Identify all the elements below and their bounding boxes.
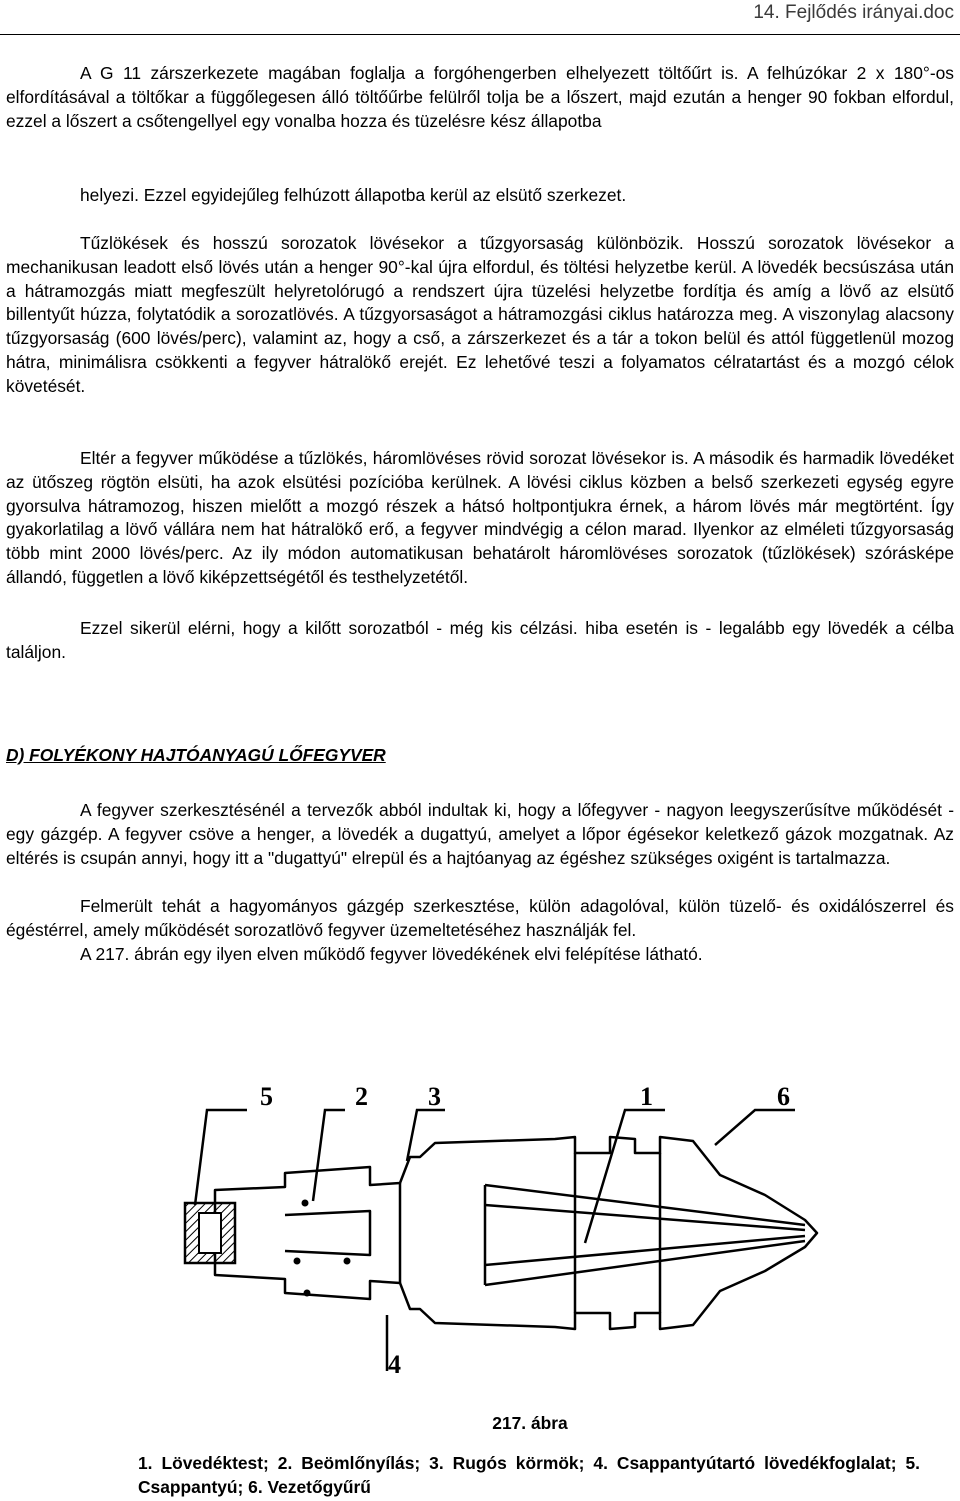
inlet-hole	[304, 1290, 311, 1297]
projectile-rear-outline	[215, 1137, 817, 1329]
paragraph-figure-reference: A 217. ábrán egy ilyen elven működő fegyver lövedékének elvi felépítése látható.	[80, 944, 703, 964]
leader-1	[585, 1110, 665, 1243]
header-divider	[0, 34, 960, 35]
figure-caption: 217. ábra	[492, 1413, 568, 1433]
paragraph-hit-probability: Ezzel sikerül elérni, hogy a kilőtt sorozatból - még kis célzási. hiba esetén is - legalább egy lövedék a célba találjon.	[6, 618, 954, 662]
spike-inner-2	[485, 1236, 805, 1265]
figure-label-5: 5	[260, 1082, 273, 1111]
figure-label-3: 3	[428, 1082, 441, 1111]
paragraph-three-round-burst: Eltér a fegyver működése a tűzlökés, háromlövéses rövid sorozat lövésekor is. A második és harmadik lövedéket az ütőszeg rögtön elsüti, ha azok elsütési pozícióba kerülnek. A lövési ciklus közben a belső szerkezeti egység egyre gyorsulva hátramozog, hiszen mielőtt a mozgó részek a hátsó holtpontjukra érnek, a három lövés már megtörtént. Így gyakorlatilag a lövő vállára nem hat hátralökő erő, a fegyver mindvégig a célon marad. Ilyenkor az elméleti tűzgyorsaság több mint 2000 lövés/perc. Az ily módon automatikusan behatárolt háromlövéses sorozatok (tűzlökések) szórásképe állandó, független a lövő kiképzettségétől és testhelyzetétől.	[6, 448, 954, 587]
figure-label-2: 2	[355, 1082, 368, 1111]
leader-6	[715, 1110, 795, 1145]
inlet-hole	[344, 1258, 351, 1265]
figure-label-6: 6	[777, 1082, 790, 1111]
paragraph-gas-engine: A fegyver szerkesztésénél a tervezők abból indultak ki, hogy a lőfegyver - nagyon leegyszerűsítve működését - egy gázgép. A fegyver csöve a henger, a lövedék a dugattyú, amelyet a lőpor égésekor keletkező gázok mozgatnak. Az eltérés is csupán annyi, hogy itt a "dugattyú" elrepül és a hajtóanyag az égéshez szükséges oxigént is tartalmazza.	[6, 800, 954, 868]
paragraph-g11-mechanism: A G 11 zárszerkezete magában foglalja a forgóhengerben elhelyezett töltőűrt is. A felhúzókar 2 x 180°-os elfordításával a töltőkar a függőlegesen álló töltőűrbe felülről tolja be a lőszert, majd ezután a henger 90 fokban elfordul, ezzel a lőszert a csőtengellyel egy vonalba hozza és tüzelésre kész állapotba	[6, 63, 954, 131]
inlet-hole	[294, 1258, 301, 1265]
valve-core	[199, 1213, 221, 1253]
leader-2	[313, 1110, 345, 1201]
inlet-hole	[302, 1200, 309, 1207]
paragraph-g11-mechanism-end: helyezi. Ezzel egyidejűleg felhúzott állapotba kerül az elsütő szerkezet.	[80, 185, 627, 205]
paragraph-long-burst: Tűzlökések és hosszú sorozatok lövésekor a tűzgyorsaság különbözik. Hosszú sorozatok lövésekor a mechanikusan leadott első lövés után a henger 90°-kal újra elfordul, és töltési helyzetbe kerül. A lövedék becsúszása után a hátramozgás miatt megfeszült helyretolórugó a rendszert újra tüzelési helyzetbe fordítja és amíg a lövő az elsütő billentyűt húzza, folytatódik a sorozatlövés. A tűzgyorsaságot a hátramozgási ciklus határozza meg. A viszonylag alacsony tűzgyorsaság (600 lövés/perc), valamint az, hogy a cső, a zárszerkezet és a tár a tokon belül és attól függetlenül mozog hátra, minimálisra csökkenti a fegyver hátralökő erejét. Ez lehetővé teszi a folyamatos célratartást és a mozgó célok követését.	[6, 233, 954, 396]
section-title-liquid-propellant: D) FOLYÉKONY HAJTÓANYAGÚ LŐFEGYVER	[6, 745, 386, 765]
paragraph-gas-engine-design: Felmerült tehát a hagyományos gázgép szerkesztése, külön adagolóval, külön tüzelő- és oxidálószerrel és égéstérrel, amely működését sorozatlövő fegyver üzemeltetéséhez használják fel.	[6, 896, 954, 940]
spike-inner-1	[485, 1205, 805, 1230]
figure-legend: 1. Lövedéktest; 2. Beömlőnyílás; 3. Rugós körmök; 4. Csappantyútartó lövedékfoglalat; 5. Csappantyú; 6. Vezetőgyűrű	[138, 1453, 920, 1497]
inner-chamber	[285, 1211, 370, 1255]
figure-label-4: 4	[388, 1350, 401, 1379]
document-header-title: 14. Fejlődés irányai.doc	[753, 2, 954, 23]
projectile-diagram	[155, 1075, 835, 1405]
leader-3	[407, 1110, 445, 1161]
spike-lower	[485, 1241, 805, 1285]
figure-label-1: 1	[640, 1082, 653, 1111]
